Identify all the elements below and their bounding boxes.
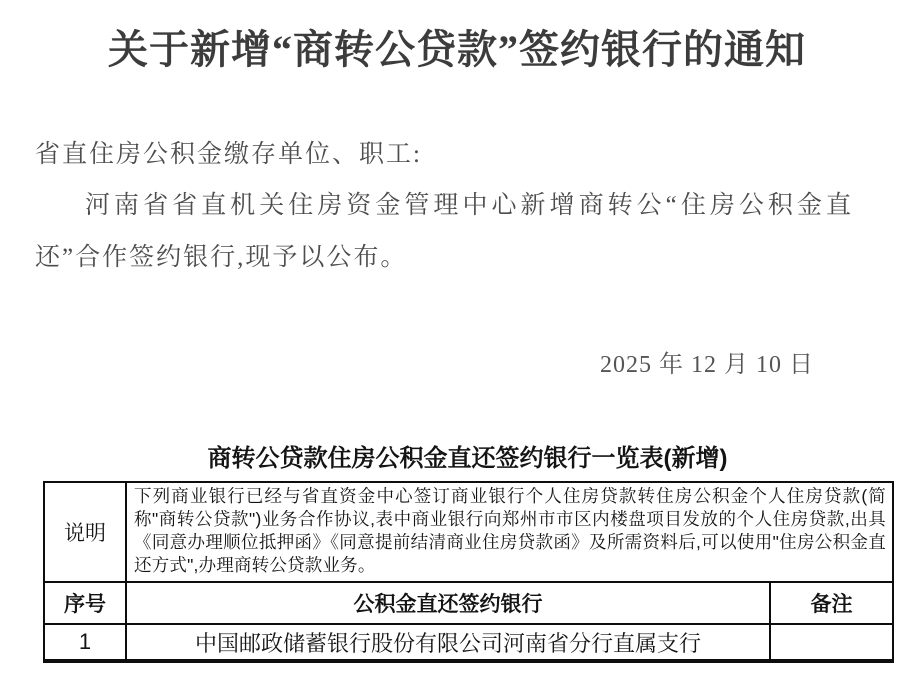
note-label-cell: 说明: [44, 482, 126, 582]
header-remark: 备注: [770, 582, 893, 624]
row-bank-cell: 中国邮政储蓄银行股份有限公司河南省分行直属支行: [126, 624, 770, 661]
header-row: [44, 582, 893, 624]
notice-date: 2025 年 12 月 10 日: [600, 352, 814, 378]
bank-table-title: 商转公贷款住房公积金直还签约银行一览表(新增): [207, 445, 728, 472]
header-bank: 公积金直还签约银行: [126, 582, 770, 624]
notice-body-paragraph: 河南省省直机关住房资金管理中心新增商转公“住房公积金直还”合作签约银行,现予以公布。: [35, 192, 853, 271]
table-row: [44, 624, 893, 661]
note-text-cell: 下列商业银行已经与省直资金中心签订商业银行个人住房贷款转住房公积金个人住房贷款(简称"商转公贷款")业务合作协议,表中商业银行向郑州市市区内楼盘项目发放的个人住房贷款,出具《同意办理顺位抵押函》《同意提前结清商业住房贷款函》及所需资料后,可以使用"住房公积金直还方式",办理商转公贷款业务。: [126, 482, 893, 582]
salutation-line: 省直住房公积金缴存单位、职工:: [35, 141, 422, 168]
note-row: [44, 482, 893, 582]
header-index: 序号: [44, 582, 126, 624]
notice-title: 关于新增“商转公贷款”签约银行的通知: [108, 27, 806, 72]
row-index-cell: 1: [44, 624, 126, 661]
signed-banks-table: [43, 481, 894, 663]
row-remark-cell: [770, 624, 893, 661]
